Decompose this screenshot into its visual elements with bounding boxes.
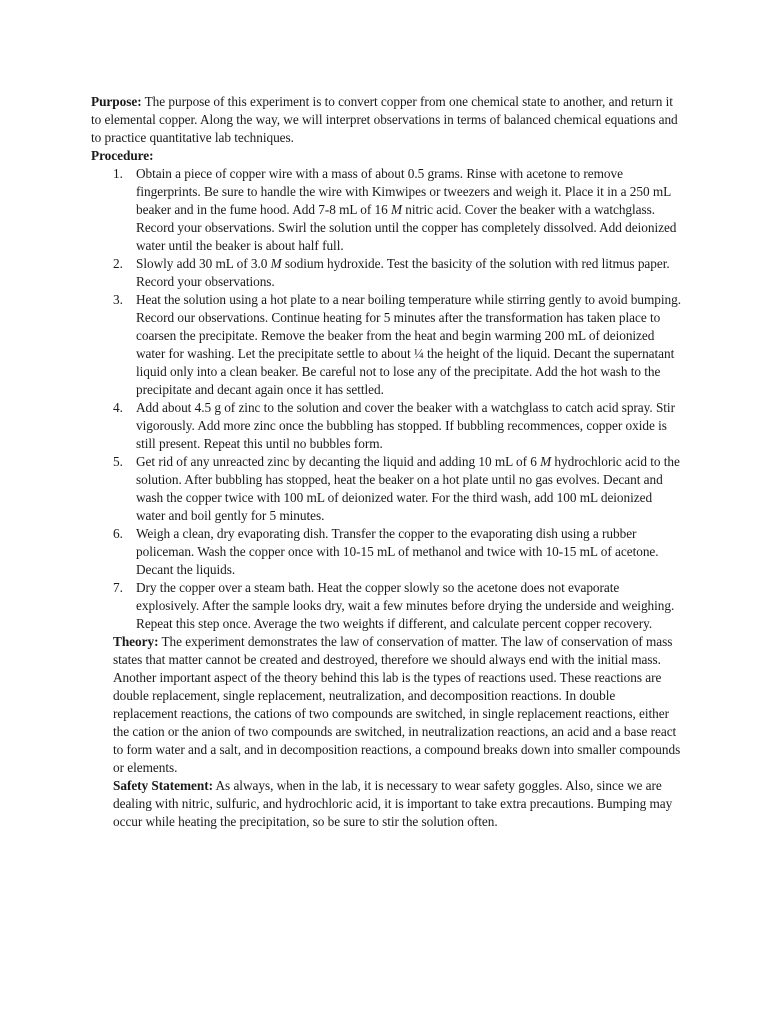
step-text: hydrochloric acid to the solution. After bubbling has stopped, heat the beaker on a hot plate until no gas evolves. Decant and wash the copper twice with 100 mL of deionized water. For the third wash, add 100 mL deionized water and boil gently for 5 minutes. xyxy=(136,454,680,523)
purpose-paragraph xyxy=(91,93,681,147)
molarity-symbol: M xyxy=(270,256,282,271)
step-text: Slowly add 30 mL of 3.0 xyxy=(136,256,271,271)
purpose-text: The purpose of this experiment is to convert copper from one chemical state to another, and return it to elemental copper. Along the way, we will interpret observations in terms of balanced chemical equations and to practice quantitative lab techniques. xyxy=(91,94,678,145)
step-number: 2. xyxy=(113,256,123,271)
step-text: Dry the copper over a steam bath. Heat the copper slowly so the acetone does not evaporate explosively. After the sample looks dry, wait a few minutes before drying the underside and weighing. Repeat this step once. Average the two weights if different, and calculate percent copper recovery. xyxy=(136,580,675,631)
procedure-step xyxy=(91,579,681,633)
purpose-label: Purpose: xyxy=(91,94,142,109)
theory-paragraph-2: Another important aspect of the theory behind this lab is the types of reactions used. These reactions are double replacement, single replacement, neutralization, and decomposition reactions. In double replacement reactions, the cations of two compounds are switched, in single replacement reactions, either the cation or the anion of two compounds are switched, in neutralization reactions, an acid and a base react to form water and a salt, and in decomposition reactions, a compound breaks down into smaller compounds or elements. xyxy=(113,670,681,775)
step-text: Heat the solution using a hot plate to a near boiling temperature while stirring gently to avoid bumping. Record our observations. Continue heating for 5 minutes after the transformation has taken place to coarsen the precipitate. Remove the beaker from the heat and begin warming 200 mL of deionized water for washing. Let the precipitate settle to about ¼ the height of the liquid. Decant the supernatant liquid only into a clean beaker. Be careful not to lose any of the precipitate. Add the hot wash to the precipitate and decant again once it has settled. xyxy=(136,292,681,397)
procedure-step xyxy=(91,525,681,579)
step-text: nitric acid. Cover the beaker with a watchglass. Record your observations. Swirl the solution until the copper has completely dissolved. Add deionized water until the beaker is about half full. xyxy=(136,202,677,253)
theory-label: Theory: xyxy=(113,634,159,649)
procedure-step xyxy=(91,399,681,453)
safety-label: Safety Statement: xyxy=(113,778,213,793)
step-number: 6. xyxy=(113,526,123,541)
procedure-step xyxy=(91,165,681,255)
procedure-heading: Procedure: xyxy=(91,148,154,163)
step-number: 1. xyxy=(113,166,123,181)
safety-text: As always, when in the lab, it is necessary to wear safety goggles. Also, since we are dealing with nitric, sulfuric, and hydrochloric acid, it is important to take extra precautions. Bumping may occur while heating the precipitation, so be sure to stir the solution often. xyxy=(113,778,673,829)
document-page xyxy=(91,93,681,831)
procedure-step xyxy=(91,291,681,399)
procedure-step xyxy=(91,255,681,291)
molarity-symbol: M xyxy=(540,454,552,469)
step-text: Add about 4.5 g of zinc to the solution and cover the beaker with a watchglass to catch acid spray. Stir vigorously. Add more zinc once the bubbling has stopped. If bubbling recommences, copper oxide is still present. Repeat this until no bubbles form. xyxy=(136,400,675,451)
step-number: 3. xyxy=(113,292,123,307)
step-text: Obtain a piece of copper wire with a mass of about 0.5 grams. Rinse with acetone to remove fingerprints. Be sure to handle the wire with Kimwipes or tweezers and weigh it. Place it in a 250 mL beaker and in the fume hood. Add 7-8 mL of 16 xyxy=(136,166,671,217)
step-text: Get rid of any unreacted zinc by decanting the liquid and adding 10 mL of 6 xyxy=(136,454,541,469)
step-number: 7. xyxy=(113,580,123,595)
step-text: sodium hydroxide. Test the basicity of the solution with red litmus paper. Record your observations. xyxy=(136,256,670,289)
step-number: 5. xyxy=(113,454,123,469)
procedure-list xyxy=(91,165,681,633)
safety-paragraph xyxy=(113,777,681,831)
step-text: Weigh a clean, dry evaporating dish. Transfer the copper to the evaporating dish using a rubber policeman. Wash the copper once with 10-15 mL of methanol and twice with 10-15 mL of acetone. Decant the liquids. xyxy=(136,526,659,577)
molarity-symbol: M xyxy=(390,202,402,217)
procedure-step xyxy=(91,453,681,525)
theory-paragraph xyxy=(113,633,681,669)
theory-text: The experiment demonstrates the law of conservation of matter. The law of conservation of mass states that matter cannot be created and destroyed, therefore we should always end with the initial mass. xyxy=(113,634,673,667)
theory-section xyxy=(91,633,681,831)
step-number: 4. xyxy=(113,400,123,415)
